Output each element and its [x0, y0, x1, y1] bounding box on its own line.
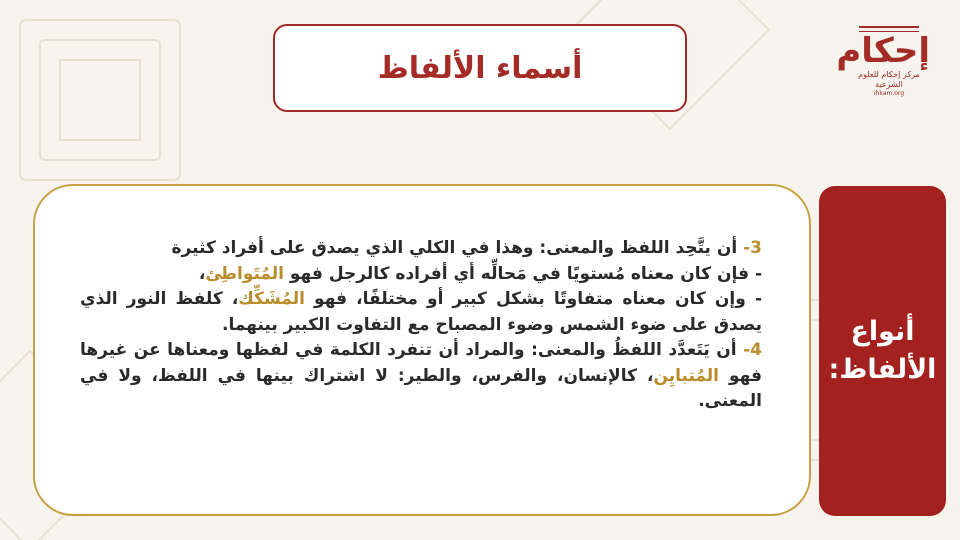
- term-highlight: المُتبايِن: [653, 365, 719, 386]
- logo-tagline: ihkam.org: [873, 90, 905, 97]
- content-text: [80, 236, 762, 415]
- paragraph-mushakkik: [80, 287, 762, 338]
- paragraph-mutawati: [80, 262, 762, 288]
- paragraph-text: ، كلفظ النور الذي يصدق على ضوء الشمس وضوء المصباح مع التفاوت الكبير بينهما.: [80, 289, 762, 335]
- paragraph-text: أن يتَّحِد اللفظ والمعنى: وهذا في الكلي الذي يصدق على أفراد كثيرة: [171, 238, 744, 258]
- logo-name: إحكام: [836, 31, 930, 71]
- title-box: [273, 24, 687, 112]
- logo: [836, 26, 930, 97]
- page-title: أسماء الألفاظ: [377, 50, 583, 86]
- logo-subtitle: مركز إحكام للعلوم الشرعية: [858, 70, 920, 89]
- paragraph-text: - وإن كان معناه متفاوتًا بشكل كبير أو مختلفًا، فهو: [304, 289, 762, 309]
- paragraph-text: ، كالإنسان، والفرس، والطير: لا اشتراك بينها في اللفظ، ولا في المعنى.: [80, 365, 762, 411]
- side-label-line2: الألفاظ:: [828, 354, 937, 385]
- item-number: 4-: [743, 340, 762, 360]
- paragraph-text: أن يَتَعدَّد اللفظُ والمعنى: والمراد أن تنفرد الكلمة في لفظها ومعناها عن غيرها فهو: [80, 340, 763, 386]
- item-number: 3-: [743, 238, 762, 258]
- paragraph-3: [80, 236, 762, 262]
- paragraph-4: [80, 338, 762, 415]
- paragraph-text: ،: [198, 263, 206, 284]
- term-highlight: المُشَكِّك: [238, 289, 305, 309]
- side-label: [829, 313, 937, 389]
- side-label-box: [819, 186, 946, 516]
- term-highlight: المُتَواطِئ: [205, 263, 284, 284]
- paragraph-text: - فإن كان معناه مُستويًا في مَحالِّه أي أفراده كالرجل فهو: [283, 263, 762, 284]
- side-label-line1: أنواع: [850, 316, 915, 347]
